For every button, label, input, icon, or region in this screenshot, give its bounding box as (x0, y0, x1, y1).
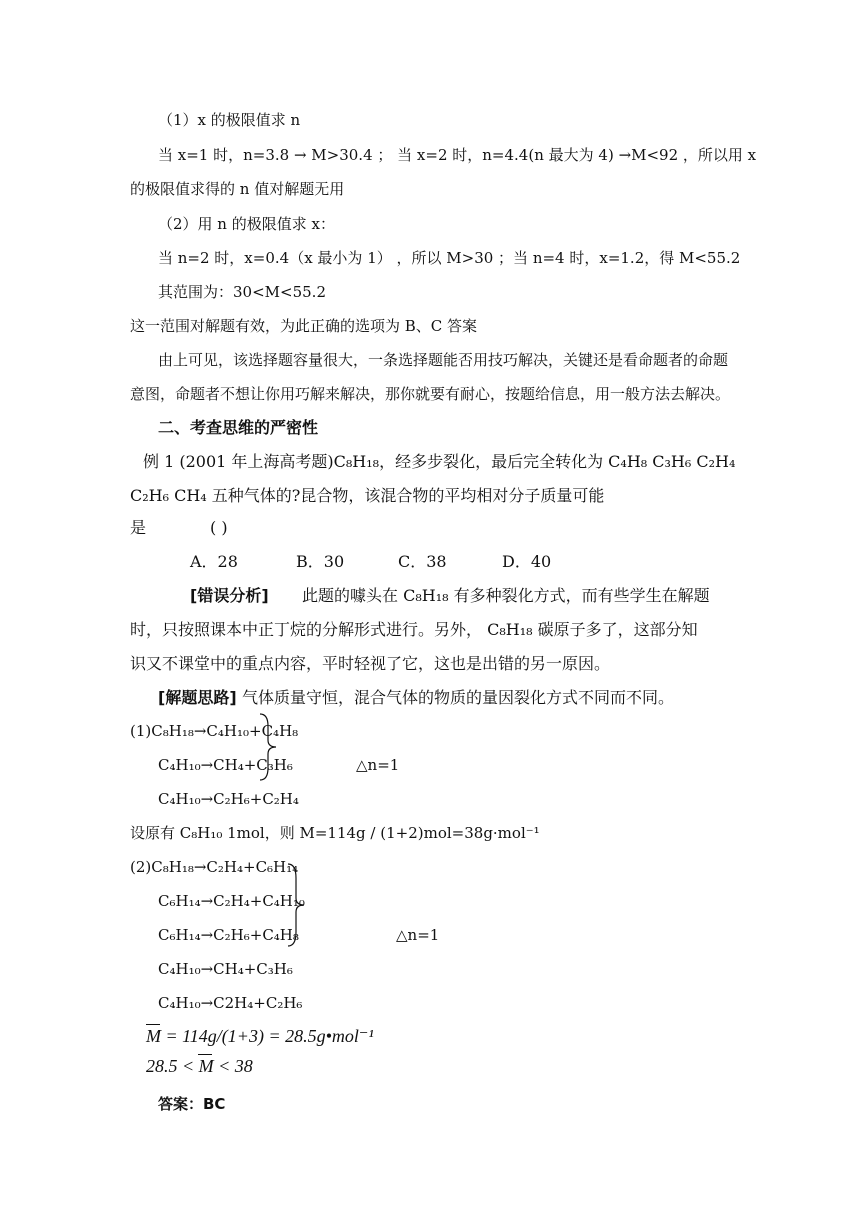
reaction-equation: (1)C₈H₁₈→C₄H₁₀+C₄H₈ (130, 722, 299, 740)
reaction-equation: (2)C₈H₁₈→C₂H₄+C₆H₁₄ (130, 858, 299, 876)
reaction-equation: C₄H₁₀→C2H₄+C₂H₆ (158, 994, 303, 1012)
delta-n: △n=1 (356, 756, 400, 774)
solution-label: [解题思路] (158, 688, 237, 707)
reaction-equation: C₆H₁₄→C₂H₆+C₄H₈ (158, 926, 299, 944)
error-analysis-text: 此题的噱头在 C₈H₁₈ 有多种裂化方式，而有些学生在解题 (302, 586, 710, 605)
text-line: 由上可见，该选择题容量很大，一条选择题能否用技巧解决，关键还是看命题者的命题 (158, 351, 729, 369)
text-line: 当 n=2 时，x=0.4（x 最小为 1） ，所以 M>30 ；当 n=4 时，x=1.2，得 M<55.2 (158, 249, 741, 267)
calculation: 设原有 C₈H₁₀ 1mol，则 M=114g / (1+2)mol=38g·mol⁻¹ (130, 824, 540, 842)
range-formula: 28.5 < M < 38 (146, 1056, 253, 1076)
example-line: 是 (130, 518, 147, 537)
example-line: 例 1 (2001 年上海高考题)C₈H₁₈，经多步裂化，最后完全转化为 C₄H₈ C₃H₆ C₂H₄ (143, 452, 736, 471)
section-title: 二、考查思维的严密性 (158, 418, 319, 437)
text-line: （2）用 n 的极限值求 x： (158, 215, 335, 233)
solution-text: 气体质量守恒，混合气体的物质的量因裂化方式不同而不同。 (242, 688, 675, 707)
average-mass-formula: M = 114g/(1+3) = 28.5g•mol⁻¹ (146, 1026, 374, 1046)
text-line: 当 x=1 时，n=3.8 → M>30.4 ； 当 x=2 时，n=4.4(n 最大为 4) →M<92 ，所以用 x (158, 146, 757, 164)
option-a: A．28 (190, 552, 238, 571)
text-line: （1）x 的极限值求 n (158, 111, 301, 129)
text-line: 这一范围对解题有效，为此正确的选项为 B、C 答案 (130, 317, 478, 335)
error-analysis-label: [错误分析] (190, 586, 269, 605)
option-b: B．30 (296, 552, 345, 571)
option-c: C．38 (398, 552, 447, 571)
answer: 答案：BC (158, 1095, 226, 1113)
reaction-equation: C₄H₁₀→CH₄+C₃H₆ (158, 960, 293, 978)
error-analysis-text: 识又不课堂中的重点内容，平时轻视了它，这也是出错的另一原因。 (130, 654, 611, 673)
reaction-equation: C₆H₁₄→C₂H₄+C₄H₁₀ (158, 892, 305, 910)
option-d: D．40 (502, 552, 552, 571)
text-line: 其范围为：30<M<55.2 (158, 283, 326, 301)
text-line: 的极限值求得的 n 值对解题无用 (130, 180, 345, 198)
reaction-equation: C₄H₁₀→CH₄+C₃H₆ (158, 756, 293, 774)
answer-blank: ( ) (210, 518, 228, 537)
error-analysis-text: 时，只按照课本中正丁烷的分解形式进行。另外， C₈H₁₈ 碳原子多了，这部分知 (130, 620, 698, 639)
brace-icon (286, 862, 308, 948)
example-line: C₂H₆ CH₄ 五种气体的?昆合物，该混合物的平均相对分子质量可能 (130, 486, 605, 505)
reaction-equation: C₄H₁₀→C₂H₆+C₂H₄ (158, 790, 299, 808)
brace-icon (258, 712, 280, 782)
delta-n: △n=1 (396, 926, 440, 944)
text-line: 意图，命题者不想让你用巧解来解决，那你就要有耐心，按题给信息，用一般方法去解决。 (130, 385, 731, 403)
